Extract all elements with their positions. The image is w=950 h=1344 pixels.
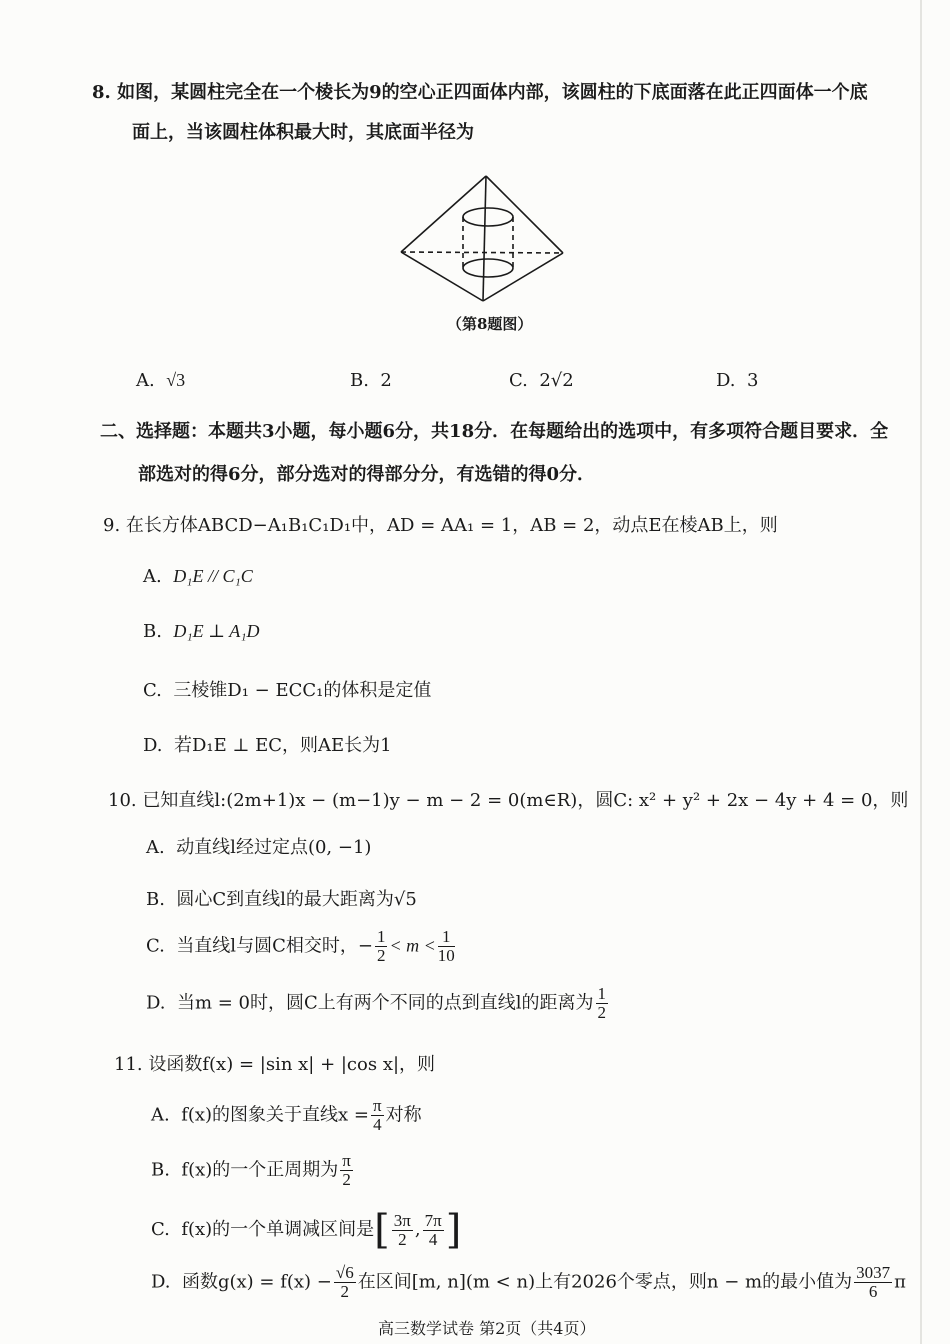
tetra-edge-front	[483, 176, 486, 301]
option-text: 三棱锥D₁ − ECC₁的体积是定值	[173, 680, 432, 701]
tetra-edge-left	[401, 176, 486, 252]
fraction	[334, 1264, 356, 1301]
q8-option-a	[136, 370, 185, 391]
fraction-numerator: 3037	[856, 1263, 891, 1282]
q8-stem-line2: 面上，当该圆柱体积最大时，其底面半径为	[132, 122, 474, 143]
option-text: 函数g(x) = f(x) −	[181, 1271, 332, 1293]
q9-number: 9.	[103, 515, 121, 536]
q11-option-d	[151, 1264, 906, 1301]
q11-option-c: C. f(x)的一个单调减区间是[ $\frac{3\pi}{2}$ , $\frac{7\pi}{4}$ ]	[151, 1207, 462, 1253]
q10-option-c	[146, 928, 457, 965]
cylinder-top	[463, 208, 513, 226]
section2-header-line1: 二、选择题：本题共3小题，每小题6分，共18分．在每题给出的选项中，有多项符合题目要求．全	[100, 421, 889, 442]
option-label: C.	[143, 680, 162, 701]
q9-option-d	[143, 731, 392, 757]
q9-option-a	[143, 566, 253, 587]
q10-stem	[108, 786, 908, 812]
tetra-edge-right	[486, 176, 563, 253]
fraction-denominator: 6	[868, 1282, 878, 1301]
fraction	[423, 1212, 444, 1249]
fraction-numerator: 7π	[424, 1210, 442, 1230]
q8-option-d	[716, 370, 758, 391]
option-label: D.	[716, 370, 736, 391]
fraction	[596, 985, 609, 1022]
cylinder-bottom	[463, 259, 513, 277]
option-text: D₁E // C₁C	[173, 566, 253, 586]
q8-tetrahedron-figure	[395, 172, 567, 307]
q11-option-a	[151, 1097, 422, 1134]
option-label: A.	[151, 1104, 170, 1126]
fraction-denominator: 4	[373, 1115, 382, 1134]
fraction	[438, 928, 455, 965]
q8-option-b	[350, 370, 392, 391]
q11-number: 11.	[114, 1054, 143, 1075]
page-footer: 高三数学试卷 第2页（共4页）	[378, 1319, 596, 1338]
option-text: 2√2	[539, 370, 574, 391]
option-label: D.	[143, 735, 163, 756]
q10-option-d	[146, 985, 610, 1022]
tetra-edge-base-back	[401, 252, 563, 253]
option-label: B.	[143, 621, 162, 642]
fraction-denominator: 2	[398, 1229, 407, 1249]
q10-option-b	[146, 885, 417, 911]
option-label: B.	[146, 889, 165, 910]
fraction-numerator: 1	[438, 928, 455, 947]
option-label: C.	[146, 935, 165, 957]
option-label: A.	[143, 566, 162, 587]
option-text: 当m = 0时，圆C上有两个不同的点到直线l的距离为	[176, 992, 594, 1014]
bracket-left: [	[374, 1207, 390, 1253]
q11-stem-text: 设函数f(x) = |sin x| + |cos x|，则	[148, 1054, 436, 1075]
fraction-numerator: 1	[376, 927, 386, 946]
fraction	[371, 1097, 384, 1134]
option-label: C.	[509, 370, 528, 391]
q9-stem-text: 在长方体ABCD−A₁B₁C₁D₁中，AD = AA₁ = 1，AB = 2，动点E在棱AB上，则	[125, 515, 778, 536]
option-text: 当直线l与圆C相交时，−	[176, 935, 373, 957]
q8-number: 8.	[92, 82, 111, 103]
option-text-post: 对称	[385, 1104, 422, 1126]
q8-option-c	[509, 370, 574, 391]
option-text: 圆心C到直线l的最大距离为√5	[176, 889, 417, 910]
scan-edge-line	[920, 0, 922, 1344]
option-label: C.	[151, 1219, 170, 1240]
option-text: D₁E ⊥ A₁D	[173, 621, 260, 641]
section2-header-line2: 部选对的得6分，部分选对的得部分分，有选错的得0分．	[138, 464, 596, 485]
option-label: D.	[151, 1271, 171, 1293]
fraction-denominator: 2	[597, 1003, 607, 1022]
q9-option-c	[143, 676, 431, 702]
fraction	[392, 1212, 413, 1249]
option-text: f(x)的一个正周期为	[181, 1159, 339, 1181]
option-label: B.	[151, 1159, 170, 1181]
fraction-denominator: 10	[437, 946, 455, 965]
q9-option-b	[143, 621, 260, 642]
option-text: 2	[380, 370, 392, 391]
fraction-numerator: √6	[335, 1263, 354, 1282]
q10-option-a	[146, 833, 371, 859]
fraction-denominator: 2	[342, 1170, 351, 1189]
fraction-numerator: 1	[597, 984, 607, 1003]
option-text-mid: < m <	[389, 935, 436, 956]
q9-stem	[103, 511, 778, 537]
option-label: B.	[350, 370, 369, 391]
tetra-edge-base-left	[401, 252, 483, 301]
option-text: f(x)的一个单调减区间是	[181, 1219, 375, 1240]
option-text: 动直线l经过定点(0, −1)	[176, 837, 372, 858]
q11-option-b	[151, 1152, 355, 1189]
option-text: f(x)的图象关于直线x =	[181, 1104, 370, 1126]
fraction-denominator: 4	[428, 1229, 438, 1249]
fraction-denominator: 2	[376, 946, 386, 965]
q10-number: 10.	[108, 790, 137, 811]
q8-figure-caption: （第8题图）	[447, 315, 533, 333]
option-text-mid: 在区间[m, n](m < n)上有2026个零点，则n − m的最小值为	[357, 1271, 853, 1293]
fraction	[854, 1264, 892, 1301]
q8-line1	[92, 78, 868, 104]
q8-stem-line1: 如图，某圆柱完全在一个棱长为9的空心正四面体内部，该圆柱的下底面落在此正四面体一个底	[117, 82, 868, 103]
q11-stem	[114, 1050, 435, 1076]
option-label: D.	[146, 992, 166, 1014]
option-label: A.	[136, 370, 155, 391]
option-text: √3	[166, 370, 186, 390]
bracket-right: ]	[445, 1207, 462, 1253]
q10-stem-text: 已知直线l:(2m+1)x − (m−1)y − m − 2 = 0(m∈R)，圆C: x² + y² + 2x − 4y + 4 = 0，则	[142, 790, 909, 811]
fraction-numerator: π	[342, 1151, 351, 1170]
fraction	[375, 928, 388, 965]
fraction-numerator: 3π	[393, 1210, 411, 1230]
option-text-post: π	[894, 1271, 906, 1293]
fraction	[340, 1152, 353, 1189]
fraction-numerator: π	[373, 1096, 382, 1115]
option-text: 若D₁E ⊥ EC，则AE长为1	[173, 735, 392, 756]
fraction-denominator: 2	[340, 1282, 350, 1301]
option-label: A.	[146, 837, 165, 858]
option-text: 3	[746, 370, 759, 391]
